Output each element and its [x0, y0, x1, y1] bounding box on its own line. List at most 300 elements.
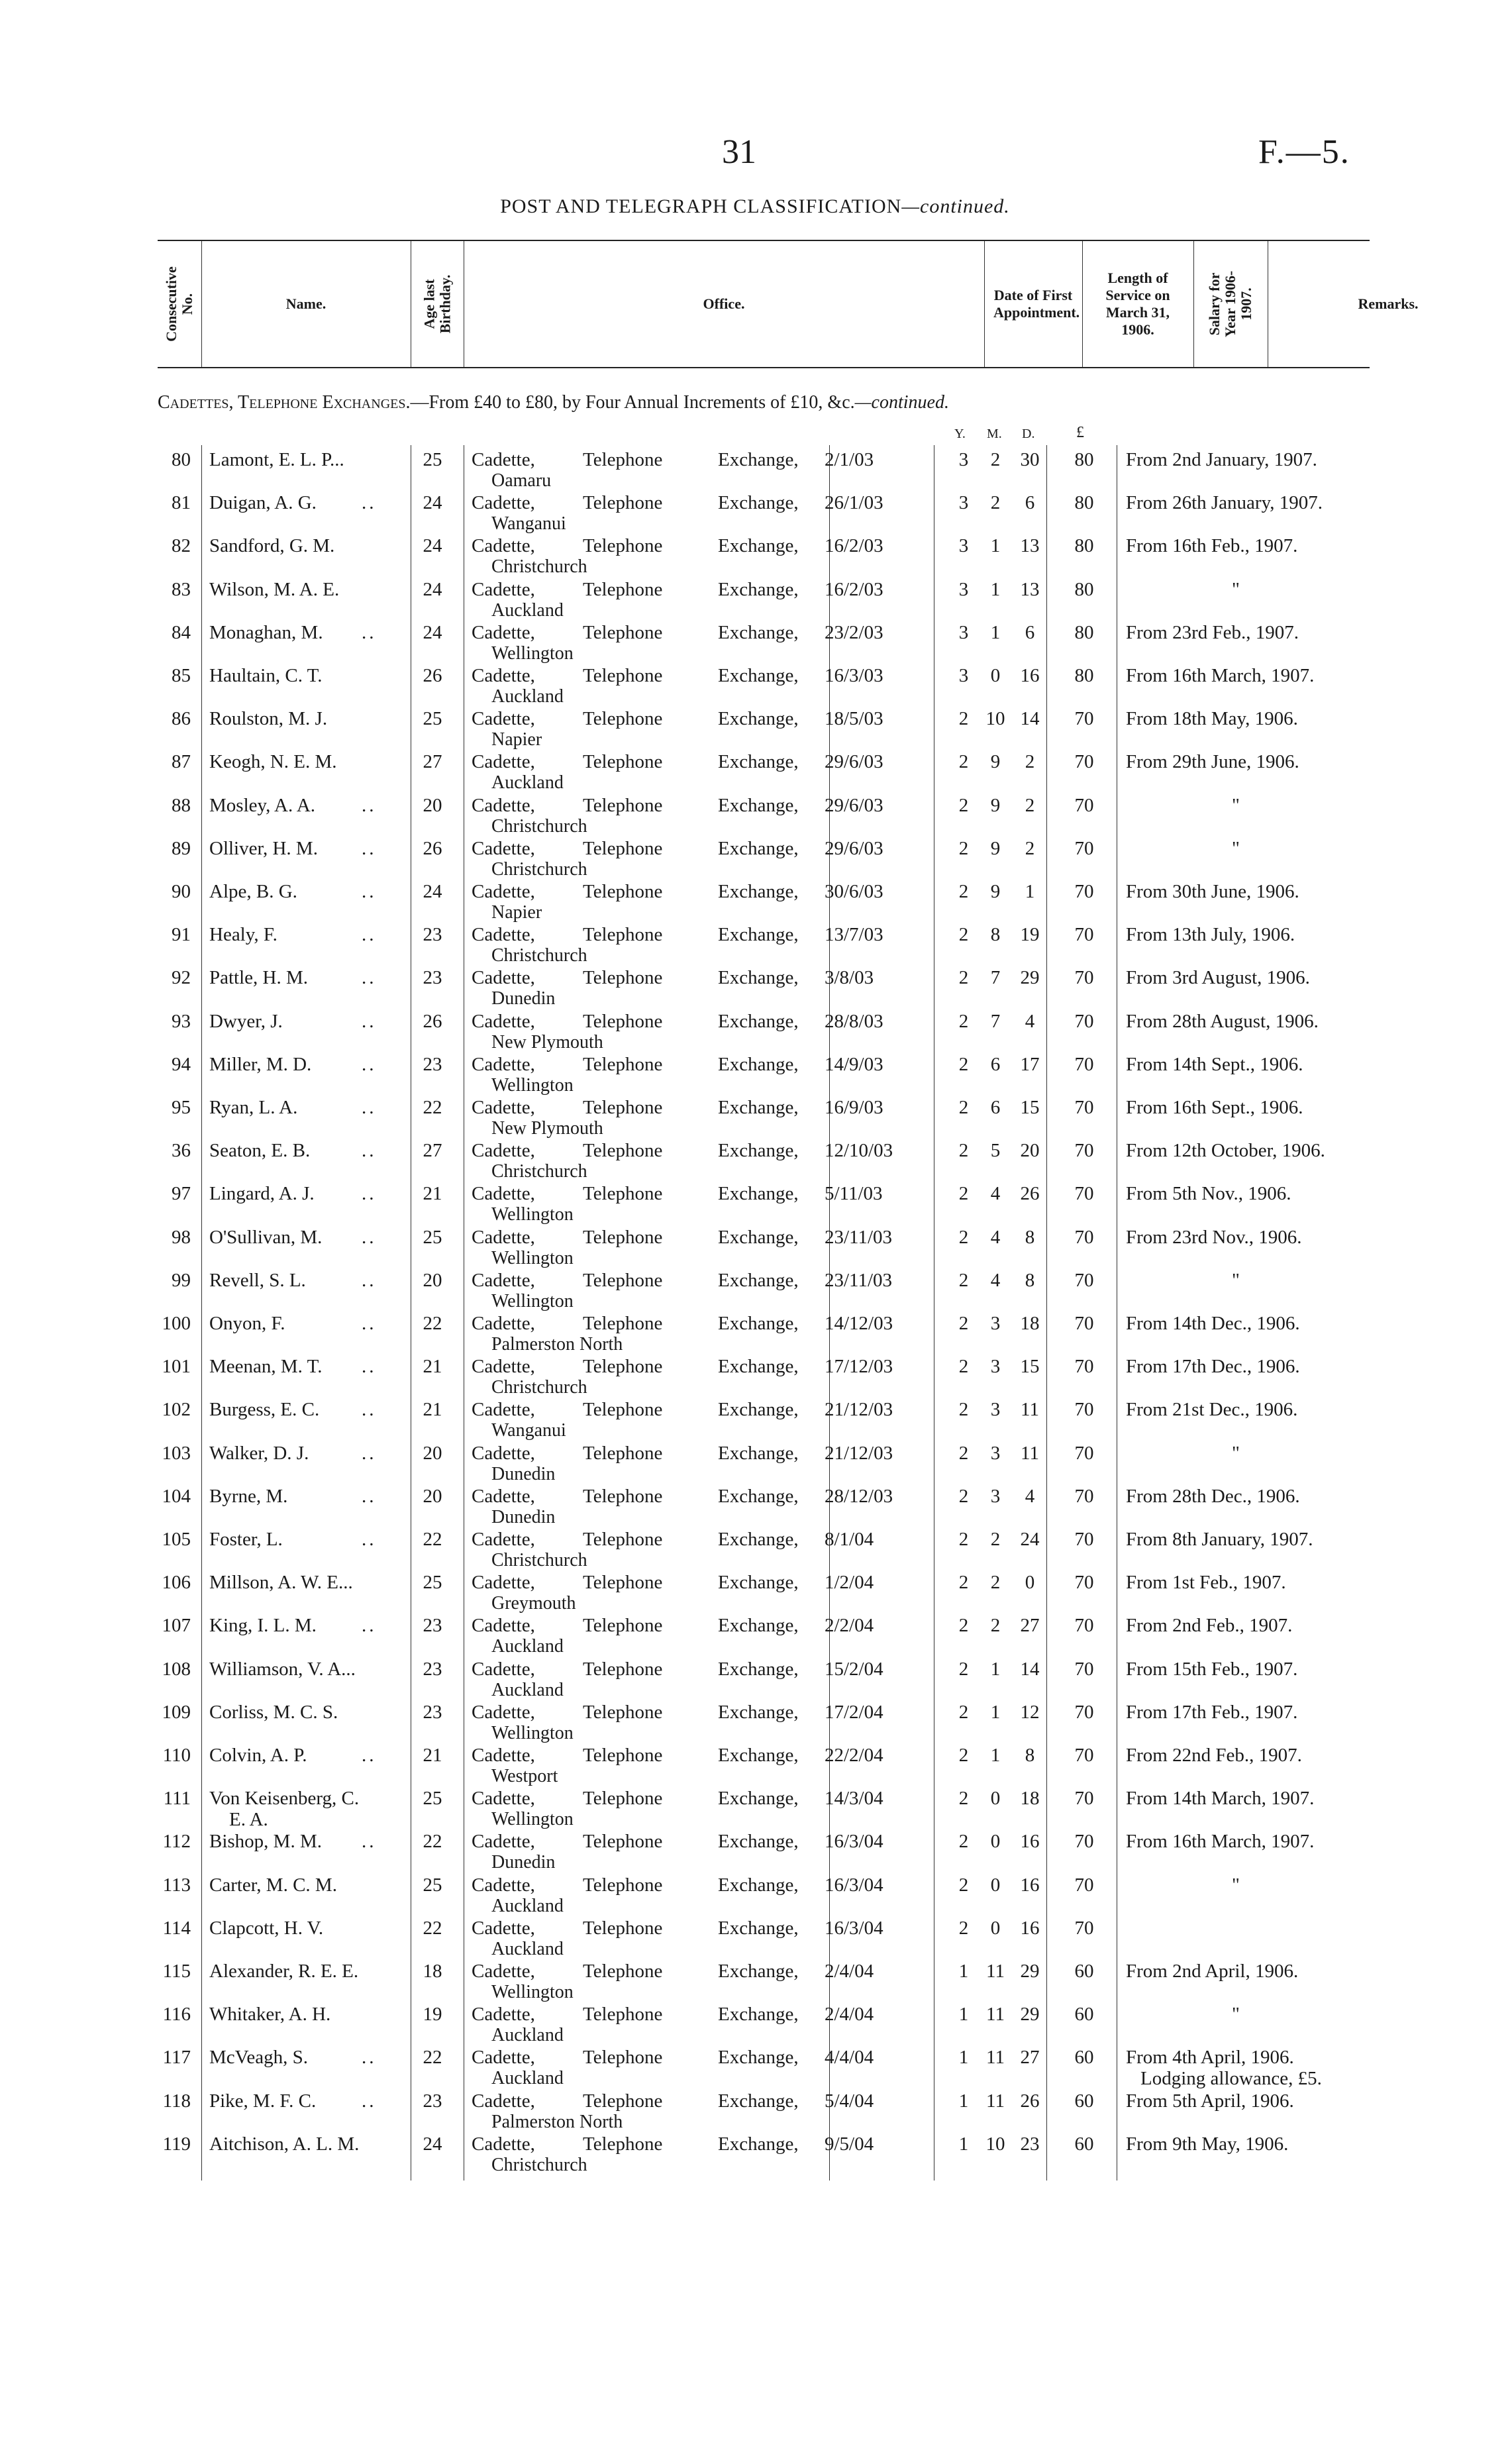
row-office-place: Auckland	[491, 2068, 564, 2089]
header-remarks: Remarks.	[1358, 295, 1419, 312]
row-months: 0	[990, 1874, 1001, 1896]
row-date: 23/2/03	[825, 621, 883, 643]
row-date: 30/6/03	[825, 881, 883, 902]
row-years: 2	[958, 1010, 969, 1032]
row-remarks: From 9th May, 1906.	[1126, 2133, 1289, 2155]
office-word: Cadette,	[472, 1399, 535, 1421]
row-number: 84	[172, 621, 191, 643]
row-years: 2	[958, 1529, 969, 1550]
row-remarks: From 30th June, 1906.	[1126, 881, 1299, 902]
office-word: Cadette,	[472, 2090, 535, 2112]
row-name: O'Sullivan, M. ..	[209, 1226, 377, 1248]
row-years: 3	[958, 665, 969, 686]
office-word: Telephone	[583, 1615, 663, 1637]
row-office-place: Wellington	[491, 1722, 574, 1743]
row-salary: 70	[1074, 1615, 1094, 1637]
row-number: 97	[172, 1183, 191, 1205]
row-age: 23	[423, 1658, 442, 1680]
office-word: Cadette,	[472, 708, 535, 730]
row-age: 22	[423, 1917, 442, 1939]
row-date: 1/2/04	[825, 1572, 874, 1594]
row-age: 22	[423, 1313, 442, 1334]
row-years: 3	[958, 578, 969, 600]
row-age: 25	[423, 1226, 442, 1248]
row-age: 20	[423, 1442, 442, 1464]
row-number: 107	[162, 1615, 191, 1637]
row-number: 83	[172, 578, 191, 600]
row-years: 2	[958, 1226, 969, 1248]
row-office-place: Christchurch	[491, 1550, 587, 1570]
office-word: Exchange,	[718, 708, 799, 730]
row-name: Lamont, E. L. P...	[209, 449, 344, 470]
row-days: 27	[1020, 2047, 1040, 2069]
row-number: 102	[162, 1399, 191, 1421]
row-years: 2	[958, 1183, 969, 1205]
row-days: 18	[1020, 1313, 1040, 1334]
page-title: POST AND TELEGRAPH CLASSIFICATION—continued.	[500, 195, 1010, 217]
row-years: 1	[958, 1961, 969, 1982]
row-age: 24	[423, 621, 442, 643]
row-name: Bishop, M. M. ..	[209, 1831, 377, 1853]
row-name: Revell, S. L. ..	[209, 1269, 377, 1291]
row-remarks: From 28th August, 1906.	[1126, 1010, 1319, 1032]
leader-dots: ..	[362, 794, 377, 816]
table-row	[0, 920, 1510, 966]
row-salary: 80	[1074, 578, 1094, 600]
row-years: 3	[958, 449, 969, 470]
leader-dots: ..	[362, 1140, 377, 1162]
row-remarks: From 22nd Feb., 1907.	[1126, 1745, 1302, 1766]
row-number: 95	[172, 1097, 191, 1118]
row-date: 9/5/04	[825, 2133, 874, 2155]
office-word: Telephone	[583, 1572, 663, 1594]
table-row	[0, 1655, 1510, 1698]
row-months: 4	[990, 1269, 1001, 1291]
header-length: Length of Service on March 31, 1906.	[1082, 241, 1194, 367]
row-name: Burgess, E. C. ..	[209, 1399, 377, 1421]
row-years: 2	[958, 881, 969, 902]
row-date: 16/3/04	[825, 1917, 883, 1939]
office-word: Telephone	[583, 1658, 663, 1680]
row-months: 1	[990, 578, 1001, 600]
row-salary: 70	[1074, 1226, 1094, 1248]
row-days: 13	[1020, 535, 1040, 557]
row-name: Wilson, M. A. E.	[209, 578, 340, 600]
row-salary: 70	[1074, 751, 1094, 773]
table-row	[0, 1179, 1510, 1225]
row-age: 22	[423, 1831, 442, 1853]
row-office-place: Auckland	[491, 1938, 564, 1959]
row-office-place: Greymouth	[491, 1593, 576, 1614]
row-number: 80	[172, 449, 191, 470]
table-row	[0, 1482, 1510, 1525]
row-number: 87	[172, 751, 191, 773]
row-years: 2	[958, 1399, 969, 1421]
row-age: 26	[423, 665, 442, 686]
office-word: Telephone	[583, 1313, 663, 1334]
row-days: 15	[1020, 1356, 1040, 1378]
office-word: Cadette,	[472, 621, 535, 643]
row-months: 0	[990, 1831, 1001, 1853]
office-word: Cadette,	[472, 1572, 535, 1594]
row-age: 22	[423, 1097, 442, 1118]
row-months: 11	[986, 2004, 1005, 2026]
row-salary: 60	[1074, 1961, 1094, 1982]
row-salary: 60	[1074, 2133, 1094, 2155]
office-word: Cadette,	[472, 1226, 535, 1248]
row-days: 8	[1025, 1745, 1035, 1766]
row-salary: 70	[1074, 1485, 1094, 1507]
office-word: Cadette,	[472, 967, 535, 989]
row-salary: 70	[1074, 1097, 1094, 1118]
row-remarks: From 1st Feb., 1907.	[1126, 1572, 1286, 1594]
office-word: Cadette,	[472, 1183, 535, 1205]
unit-pounds: £	[1076, 424, 1084, 441]
row-days: 11	[1021, 1442, 1039, 1464]
row-days: 16	[1020, 1874, 1040, 1896]
row-months: 3	[990, 1356, 1001, 1378]
row-name: Alexander, R. E. E.	[209, 1961, 359, 1982]
table-row	[0, 661, 1510, 707]
office-word: Telephone	[583, 1010, 663, 1032]
row-years: 2	[958, 708, 969, 730]
table-row	[0, 1914, 1510, 1957]
row-salary: 80	[1074, 621, 1094, 643]
row-months: 1	[990, 1701, 1001, 1723]
office-word: Cadette,	[472, 837, 535, 859]
row-office-place: Christchurch	[491, 1377, 587, 1398]
leader-dots: ..	[362, 1831, 377, 1853]
row-name: Dwyer, J. ..	[209, 1010, 377, 1032]
row-age: 20	[423, 1485, 442, 1507]
header-age: Age last Birthday.	[411, 241, 464, 367]
row-number: 85	[172, 665, 191, 686]
row-age: 25	[423, 449, 442, 470]
row-years: 2	[958, 1701, 969, 1723]
row-years: 2	[958, 837, 969, 859]
leader-dots: ..	[362, 1745, 377, 1766]
row-months: 4	[990, 1183, 1001, 1205]
row-months: 3	[990, 1399, 1001, 1421]
row-days: 26	[1020, 1183, 1040, 1205]
row-date: 2/4/04	[825, 1961, 874, 1982]
row-remarks: "	[1232, 837, 1240, 859]
row-salary: 70	[1074, 1269, 1094, 1291]
row-number: 36	[172, 1140, 191, 1162]
row-age: 21	[423, 1745, 442, 1766]
row-office-place: Palmerston North	[491, 1334, 623, 1355]
row-name: McVeagh, S. ..	[209, 2047, 377, 2069]
row-days: 8	[1025, 1226, 1035, 1248]
office-word: Telephone	[583, 1831, 663, 1853]
row-age: 23	[423, 1701, 442, 1723]
table-row	[0, 1957, 1510, 2000]
table-row	[0, 2086, 1510, 2130]
office-word: Exchange,	[718, 1010, 799, 1032]
row-years: 2	[958, 1658, 969, 1680]
office-word: Exchange,	[718, 794, 799, 816]
row-age: 24	[423, 2133, 442, 2155]
table-row	[0, 575, 1510, 621]
row-age: 22	[423, 1529, 442, 1550]
row-number: 94	[172, 1053, 191, 1075]
row-days: 6	[1025, 492, 1035, 514]
row-number: 82	[172, 535, 191, 557]
row-name: Walker, D. J. ..	[209, 1442, 377, 1464]
row-salary: 70	[1074, 1572, 1094, 1594]
row-days: 30	[1020, 449, 1040, 470]
row-name: Colvin, A. P. ..	[209, 1745, 377, 1766]
leader-dots: ..	[362, 2090, 377, 2112]
office-word: Telephone	[583, 1097, 663, 1118]
office-word: Cadette,	[472, 1140, 535, 1162]
row-years: 3	[958, 535, 969, 557]
row-number: 86	[172, 708, 191, 730]
office-word: Telephone	[583, 924, 663, 946]
row-name: King, I. L. M. ..	[209, 1615, 377, 1637]
table-row	[0, 1093, 1510, 1139]
row-date: 16/3/04	[825, 1874, 883, 1896]
row-number: 116	[162, 2004, 191, 2026]
row-remarks: From 15th Feb., 1907.	[1126, 1658, 1298, 1680]
row-years: 2	[958, 1788, 969, 1810]
row-number: 92	[172, 967, 191, 989]
office-word: Exchange,	[718, 1615, 799, 1637]
row-days: 16	[1020, 1831, 1040, 1853]
row-months: 9	[990, 794, 1001, 816]
office-word: Cadette,	[472, 2133, 535, 2155]
row-office-place: Christchurch	[491, 556, 587, 578]
row-name: Carter, M. C. M.	[209, 1874, 337, 1896]
office-word: Telephone	[583, 751, 663, 773]
office-word: Telephone	[583, 449, 663, 470]
office-word: Cadette,	[472, 1356, 535, 1378]
row-date: 14/9/03	[825, 1053, 883, 1075]
row-number: 114	[162, 1917, 191, 1939]
row-days: 14	[1020, 1658, 1040, 1680]
office-word: Telephone	[583, 578, 663, 600]
row-date: 23/11/03	[825, 1269, 893, 1291]
office-word: Telephone	[583, 1788, 663, 1810]
row-name: Von Keisenberg, C.	[209, 1788, 360, 1810]
row-salary: 80	[1074, 449, 1094, 470]
row-years: 2	[958, 967, 969, 989]
row-age: 25	[423, 708, 442, 730]
office-word: Exchange,	[718, 881, 799, 902]
office-word: Exchange,	[718, 2047, 799, 2069]
row-date: 26/1/03	[825, 492, 883, 514]
table-row	[0, 1568, 1510, 1614]
header-office: Office.	[464, 241, 985, 367]
table-row	[0, 531, 1510, 578]
office-word: Cadette,	[472, 1053, 535, 1075]
table-row	[0, 1395, 1510, 1441]
row-name: Sandford, G. M.	[209, 535, 335, 557]
table-row	[0, 1266, 1510, 1309]
office-word: Telephone	[583, 1269, 663, 1291]
office-word: Exchange,	[718, 492, 799, 514]
row-age: 23	[423, 967, 442, 989]
row-office-place: Wellington	[491, 1074, 574, 1096]
row-number: 119	[162, 2133, 191, 2155]
row-number: 101	[162, 1356, 191, 1378]
office-word: Telephone	[583, 535, 663, 557]
table-row	[0, 445, 1510, 491]
row-number: 117	[162, 2047, 191, 2069]
row-name: Olliver, H. M. ..	[209, 837, 377, 859]
row-office-place: Auckland	[491, 1679, 564, 1700]
row-date: 23/11/03	[825, 1226, 893, 1248]
office-word: Exchange,	[718, 1745, 799, 1766]
row-years: 2	[958, 751, 969, 773]
row-office-place: Christchurch	[491, 945, 587, 966]
row-date: 5/4/04	[825, 2090, 874, 2112]
row-office-place: Westport	[491, 1766, 558, 1786]
row-salary: 70	[1074, 1831, 1094, 1853]
row-name: Keogh, N. E. M.	[209, 751, 337, 773]
row-age: 24	[423, 578, 442, 600]
office-word: Telephone	[583, 1917, 663, 1939]
row-age: 25	[423, 1572, 442, 1594]
row-date: 3/8/03	[825, 967, 874, 989]
office-word: Exchange,	[718, 1961, 799, 1982]
office-word: Cadette,	[472, 1917, 535, 1939]
row-years: 2	[958, 1140, 969, 1162]
row-office-place: Dunedin	[491, 1852, 556, 1873]
row-salary: 80	[1074, 665, 1094, 686]
row-years: 1	[958, 2090, 969, 2112]
row-remarks: From 18th May, 1906.	[1126, 708, 1298, 730]
office-word: Exchange,	[718, 1917, 799, 1939]
row-name: Corliss, M. C. S.	[209, 1701, 338, 1723]
office-word: Exchange,	[718, 2090, 799, 2112]
row-months: 3	[990, 1313, 1001, 1334]
row-years: 2	[958, 1356, 969, 1378]
office-word: Cadette,	[472, 1442, 535, 1464]
office-word: Telephone	[583, 1226, 663, 1248]
office-word: Telephone	[583, 1961, 663, 1982]
table-row	[0, 1871, 1510, 1914]
row-age: 26	[423, 837, 442, 859]
row-office-place: Napier	[491, 729, 542, 750]
row-remarks: "	[1232, 1442, 1240, 1464]
table-row	[0, 747, 1510, 794]
office-word: Telephone	[583, 665, 663, 686]
row-salary: 70	[1074, 1313, 1094, 1334]
row-months: 5	[990, 1140, 1001, 1162]
row-office-place: New Plymouth	[491, 1118, 603, 1139]
row-years: 1	[958, 2047, 969, 2069]
unit-years: Y.	[954, 427, 966, 441]
row-date: 4/4/04	[825, 2047, 874, 2069]
row-date: 29/6/03	[825, 837, 883, 859]
row-months: 2	[990, 449, 1001, 470]
row-salary: 70	[1074, 1140, 1094, 1162]
row-age: 18	[423, 1961, 442, 1982]
office-word: Exchange,	[718, 1053, 799, 1075]
row-office-place: Wellington	[491, 642, 574, 664]
row-age: 24	[423, 535, 442, 557]
header-salary: Salary for Year 1906-1907.	[1193, 241, 1268, 367]
row-months: 6	[990, 1053, 1001, 1075]
row-name: Aitchison, A. L. M.	[209, 2133, 360, 2155]
row-date: 16/9/03	[825, 1097, 883, 1118]
row-remarks: From 14th March, 1907.	[1126, 1788, 1315, 1810]
row-days: 2	[1025, 794, 1035, 816]
row-remarks: From 14th Dec., 1906.	[1126, 1313, 1300, 1334]
row-date: 18/5/03	[825, 708, 883, 730]
row-age: 24	[423, 881, 442, 902]
office-word: Cadette,	[472, 1745, 535, 1766]
row-office-place: Auckland	[491, 1895, 564, 1916]
row-days: 29	[1020, 1961, 1040, 1982]
office-word: Exchange,	[718, 1831, 799, 1853]
row-date: 22/2/04	[825, 1745, 883, 1766]
table-row	[0, 1050, 1510, 1096]
row-days: 8	[1025, 1269, 1035, 1291]
section-heading: Cadettes, Telephone Exchanges.—From £40 to £80, by Four Annual Increments of £10, &c.—continued.	[158, 392, 949, 413]
row-name: Mosley, A. A. ..	[209, 794, 377, 816]
office-word: Exchange,	[718, 967, 799, 989]
table-row	[0, 488, 1510, 535]
row-name: Byrne, M. ..	[209, 1485, 377, 1507]
row-remarks: From 28th Dec., 1906.	[1126, 1485, 1300, 1507]
office-word: Exchange,	[718, 1226, 799, 1248]
row-remarks: From 4th April, 1906.	[1126, 2047, 1294, 2069]
office-word: Telephone	[583, 1140, 663, 1162]
leader-dots: ..	[362, 1485, 377, 1507]
row-remarks: From 13th July, 1906.	[1126, 924, 1295, 946]
row-age: 20	[423, 1269, 442, 1291]
row-number: 118	[162, 2090, 191, 2112]
leader-dots: ..	[362, 1269, 377, 1291]
row-age: 25	[423, 1788, 442, 1810]
office-word: Telephone	[583, 794, 663, 816]
row-name: Miller, M. D. ..	[209, 1053, 377, 1075]
office-word: Exchange,	[718, 578, 799, 600]
row-office-place: Christchurch	[491, 2154, 587, 2175]
row-salary: 70	[1074, 1399, 1094, 1421]
row-office-place: Dunedin	[491, 1506, 556, 1527]
row-salary: 70	[1074, 967, 1094, 989]
office-word: Telephone	[583, 1442, 663, 1464]
row-number: 115	[162, 1961, 191, 1982]
row-remarks: From 5th Nov., 1906.	[1126, 1183, 1291, 1205]
table-row	[0, 877, 1510, 923]
table-row	[0, 963, 1510, 1009]
row-number: 90	[172, 881, 191, 902]
row-name: Pattle, H. M. ..	[209, 967, 377, 989]
leader-dots: ..	[362, 1313, 377, 1334]
row-months: 1	[990, 535, 1001, 557]
office-word: Exchange,	[718, 1529, 799, 1550]
row-date: 12/10/03	[825, 1140, 893, 1162]
office-word: Exchange,	[718, 449, 799, 470]
row-days: 14	[1020, 708, 1040, 730]
leader-dots: ..	[362, 2047, 377, 2069]
leader-dots: ..	[362, 1010, 377, 1032]
table-row	[0, 791, 1510, 837]
office-word: Exchange,	[718, 1356, 799, 1378]
row-months: 0	[990, 1917, 1001, 1939]
leader-dots: ..	[362, 1399, 377, 1421]
office-word: Telephone	[583, 967, 663, 989]
row-number: 111	[163, 1788, 191, 1810]
row-number: 89	[172, 837, 191, 859]
row-months: 7	[990, 1010, 1001, 1032]
row-years: 2	[958, 1485, 969, 1507]
row-name: Williamson, V. A...	[209, 1658, 356, 1680]
